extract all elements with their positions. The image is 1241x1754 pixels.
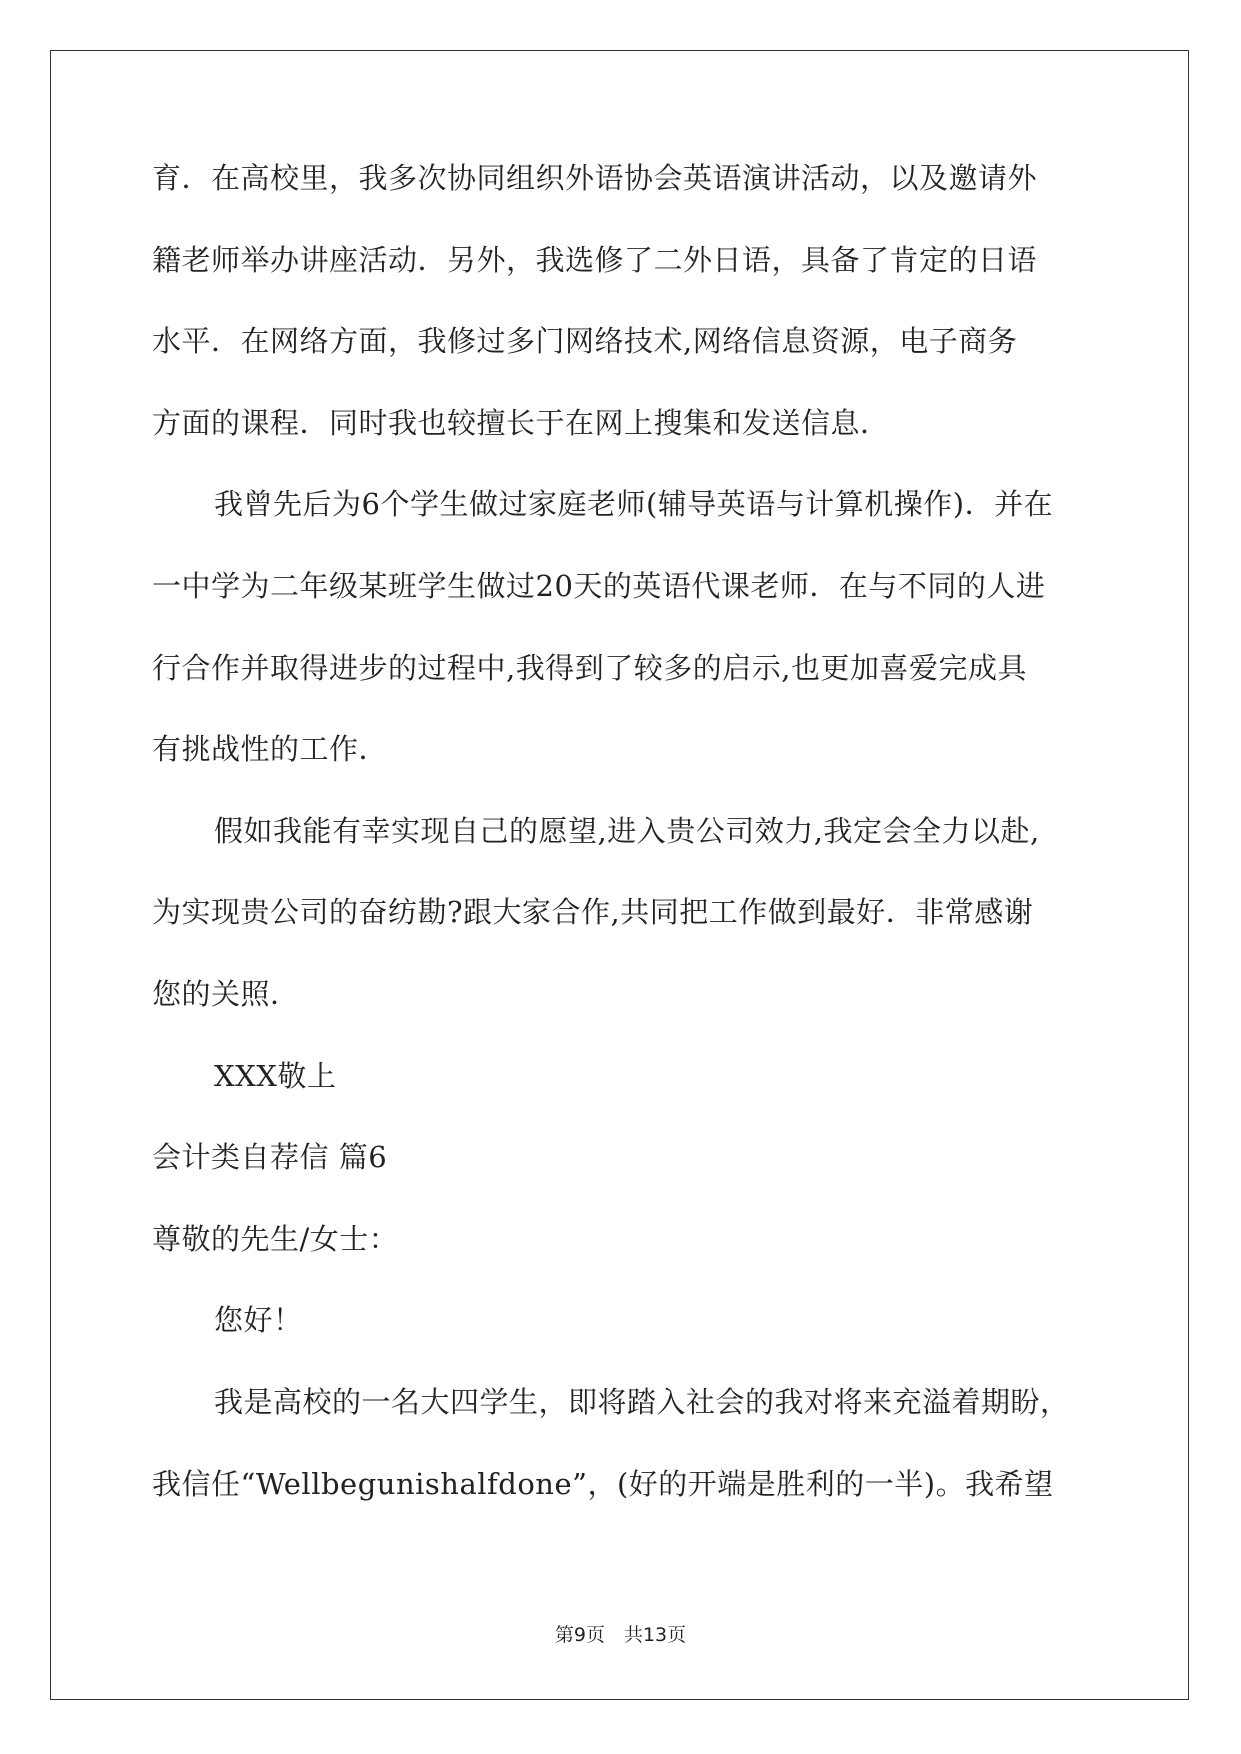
text-line: 水平．在网络方面，我修过多门网络技术,网络信息资源，电子商务 (152, 324, 1018, 359)
text-line: 假如我能有幸实现自己的愿望,进入贵公司效力,我定会全力以赴, (214, 813, 1040, 848)
text-line: 我信任“Wellbegunishalfdone”，(好的开端是胜利的一半)。我希望 (152, 1466, 1054, 1501)
text-line: 我是高校的一名大四学生，即将踏入社会的我对将来充溢着期盼， (214, 1384, 1070, 1419)
section-heading: 会计类自荐信 篇6 (152, 1140, 388, 1175)
text-line: 育．在高校里，我多次协同组织外语协会英语演讲活动，以及邀请外 (152, 161, 1038, 195)
text-line: 行合作并取得进步的过程中,我得到了较多的启示,也更加喜爱完成具 (152, 650, 1027, 685)
text-line: 籍老师举办讲座活动．另外，我选修了二外日语，具备了肯定的日语 (152, 242, 1038, 277)
text-line: 我曾先后为6个学生做过家庭老师(辅导英语与计算机操作)．并在 (214, 487, 1054, 522)
page-number: 第9页 共13页 (554, 1624, 687, 1646)
text-line: 为实现贵公司的奋纺勘?跟大家合作,共同把工作做到最好．非常感谢 (152, 895, 1034, 930)
text-line: 一中学为二年级某班学生做过20天的英语代课老师．在与不同的人进 (152, 568, 1046, 603)
greeting: 您好！ (214, 1303, 303, 1338)
signature-line: XXX敬上 (214, 1058, 337, 1093)
salutation: 尊敬的先生/女士： (152, 1221, 399, 1256)
text-line: 您的关照． (152, 976, 300, 1011)
document-body (152, 158, 1087, 1545)
text-line: 方面的课程．同时我也较擅长于在网上搜集和发送信息． (152, 405, 890, 440)
text-line: 有挑战性的工作． (152, 732, 389, 767)
